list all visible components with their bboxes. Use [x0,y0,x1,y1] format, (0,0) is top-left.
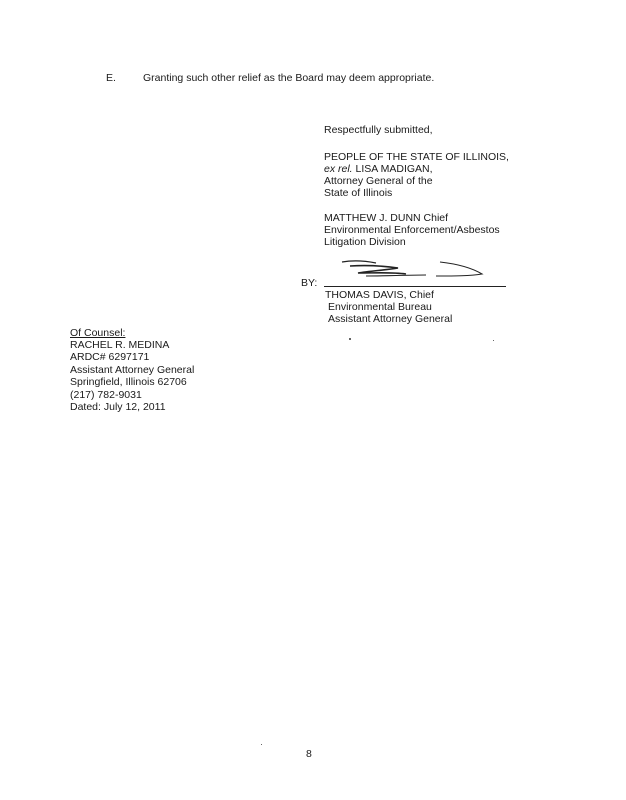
party-line-1: PEOPLE OF THE STATE OF ILLINOIS, [324,151,509,163]
counsel-city: Springfield, Illinois 62706 [70,376,187,388]
division-line-3: Litigation Division [324,236,406,248]
signer-name: THOMAS DAVIS, Chief [325,289,434,301]
signer-line-2: Environmental Bureau [328,301,432,313]
speck-mark [493,340,494,341]
division-line-2: Environmental Enforcement/Asbestos [324,224,500,236]
party-line-3: Attorney General of the [324,175,433,187]
counsel-heading: Of Counsel: [70,327,126,339]
closing-text: Respectfully submitted, [324,124,433,136]
ex-rel-prefix: ex rel. [324,163,353,175]
signer-line-3: Assistant Attorney General [328,313,453,325]
counsel-dated: Dated: July 12, 2011 [70,401,166,413]
counsel-ardc: ARDC# 6297171 [70,351,150,363]
handwritten-signature [336,256,496,284]
item-e-text: Granting such other relief as the Board may deem appropriate. [143,72,435,84]
item-e-letter: E. [106,72,116,84]
counsel-name: RACHEL R. MEDINA [70,339,170,351]
counsel-phone: (217) 782-9031 [70,389,142,401]
division-line-1: MATTHEW J. DUNN Chief [324,212,449,224]
counsel-title: Assistant Attorney General [70,364,195,376]
party-line-2 [324,163,433,175]
speck-mark [261,744,262,745]
page-number: 8 [306,748,312,760]
party-line-4: State of Illinois [324,187,393,199]
ex-rel-name: LISA MADIGAN, [352,163,433,175]
by-label: BY: [301,277,318,289]
signature-line [324,286,506,287]
speck-mark [349,338,351,340]
